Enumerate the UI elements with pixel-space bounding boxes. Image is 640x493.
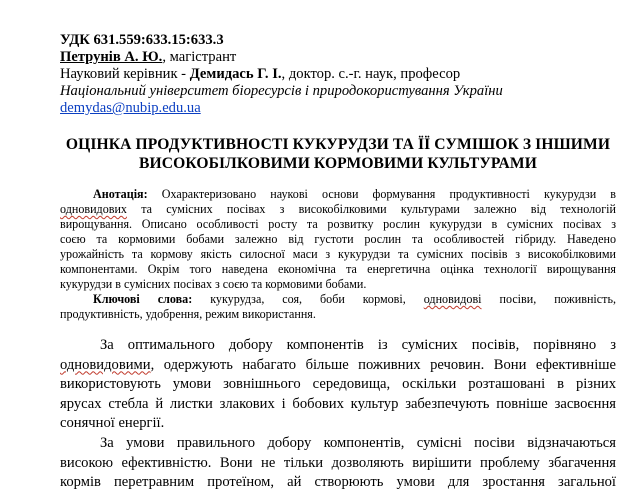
article-title — [60, 135, 616, 173]
abstract-line: урожайність та кормову якість силосної маси з кукурудзи та сумісних посівів з високобілковими — [60, 247, 616, 261]
body-line: кормів перетравним протеїном, ай створюють умови для зростання загальної — [60, 474, 616, 491]
email-link[interactable]: demydas@nubip.edu.ua — [60, 100, 201, 116]
spellcheck-word: одновидових — [60, 202, 127, 216]
supervisor-prefix: Науковий керівник - — [60, 66, 190, 82]
body-line: За умови правильного добору компонентів, сумісні посіви відзначаються — [100, 434, 616, 451]
keywords-line: Ключові слова: кукурудза, соя, боби кормові, одновидові посіви, поживність, — [93, 292, 616, 306]
author-name: Петрунів А. Ю. — [60, 49, 163, 65]
title-line-2: ВИСОКОБІЛКОВИМИ КОРМОВИМИ КУЛЬТУРАМИ — [139, 155, 537, 172]
abstract — [60, 187, 616, 322]
email-line — [60, 100, 616, 117]
affiliation: Національний університет біоресурсів і природокористування України — [60, 83, 503, 99]
body-paragraphs — [60, 336, 616, 493]
udc-code: УДК 631.559:633.15:633.3 — [60, 32, 224, 48]
body-line: За оптимального добору компонентів із сумісних посівів, порівняно з — [100, 337, 616, 353]
abstract-line: соєю та кормовими бобами залежно від густоти рослин та особливостей гібриду. Наведено — [60, 232, 616, 246]
author-line — [60, 49, 616, 66]
abstract-line: вирощування. Описано особливості росту та розвитку рослин кукурудзи в сумісних посівах з — [60, 217, 616, 231]
body-line: ярусах стебла й листки злакових і бобових культур забезпечують повніше засвоєння — [60, 395, 616, 412]
abstract-label: Анотація: — [93, 187, 148, 201]
author-role: , магістрант — [162, 49, 237, 65]
body-line: використовують умови зовнішнього середовища, оскільки розташовані в різних — [60, 376, 616, 393]
keywords-label: Ключові слова: — [93, 292, 193, 306]
body-line: високою ефективністю. Вони не тільки дозволяють вирішити проблему збагачення — [60, 454, 616, 471]
supervisor-name: Демидась Г. І. — [189, 66, 282, 82]
abstract-line: кукурудзи в сумісних посівах з соєю та кормовими бобами. — [60, 277, 367, 291]
abstract-line: Анотація: Охарактеризовано наукові основи формування продуктивності кукурудзи в — [93, 187, 616, 201]
body-line: сонячної енергії. — [60, 415, 165, 432]
abstract-line: одновидових та сумісних посівах з високобілковими культурами залежно від технологій — [60, 202, 616, 216]
abstract-line: компонентами. Окрім того наведена економічна та енергетична оцінка технології вирощування — [60, 262, 616, 276]
title-line-1: ОЦІНКА ПРОДУКТИВНОСТІ КУКУРУДЗИ ТА ЇЇ СУМІШОК З ІНШИМИ — [65, 136, 611, 153]
keywords-line: продуктивність, удобрення, режим використання. — [60, 307, 316, 321]
spellcheck-word: одновидові — [423, 292, 482, 306]
spellcheck-word: одновидовими — [60, 356, 151, 373]
supervisor-role: , доктор. с.-г. наук, професор — [281, 66, 461, 82]
supervisor-line — [60, 66, 616, 83]
document-page — [60, 32, 616, 493]
body-line: одновидовими, одержують набагато більше поживних речовин. Вони ефективніше — [60, 356, 616, 373]
